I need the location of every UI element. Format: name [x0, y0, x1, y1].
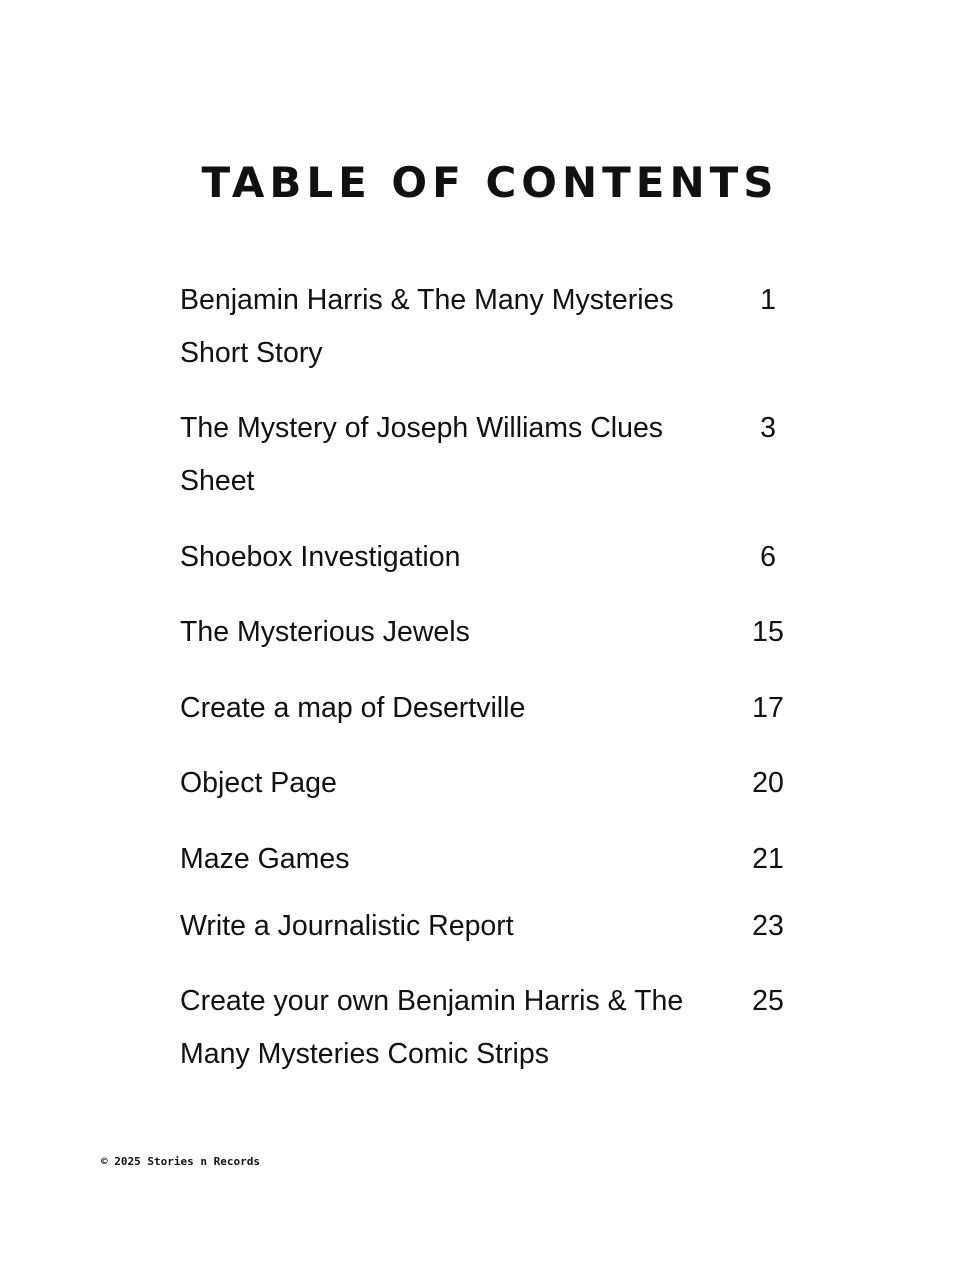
toc-entry-title: Benjamin Harris & The Many Mysteries Short Story [180, 284, 674, 369]
toc-entry-page: 15 [752, 616, 784, 648]
toc-entry-title: Create your own Benjamin Harris & The Many Mysteries Comic Strips [180, 985, 684, 1070]
toc-entry-title: Maze Games [180, 843, 350, 875]
toc-entry-title: The Mysterious Jewels [180, 616, 470, 648]
toc-entry-page: 17 [752, 692, 784, 724]
toc-entry-title: The Mystery of Joseph Williams Clues Sheet [180, 412, 664, 497]
toc-entry-title: Object Page [180, 767, 337, 799]
toc-entry-page: 6 [760, 541, 776, 573]
toc-entry-page: 20 [752, 767, 784, 799]
toc-entry-title: Create a map of Desertville [180, 692, 526, 724]
toc-entry-page: 3 [760, 412, 776, 444]
toc-entry-page: 1 [760, 284, 776, 316]
toc-entry-page: 23 [752, 910, 784, 942]
toc-entry-page: 21 [752, 843, 784, 875]
toc-entry-title: Write a Journalistic Report [180, 910, 514, 942]
page-title: TABLE OF CONTENTS [201, 158, 779, 207]
copyright-footer: © 2025 Stories n Records [101, 1155, 260, 1168]
toc-entry-page: 25 [752, 985, 784, 1017]
toc-entry-title: Shoebox Investigation [180, 541, 461, 573]
